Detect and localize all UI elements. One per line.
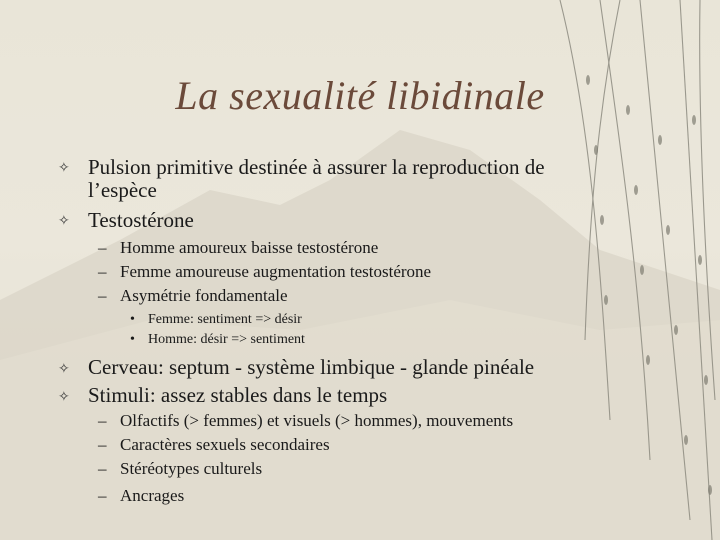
sub-item [98, 238, 378, 258]
sub-item-text: Asymétrie fondamentale [120, 286, 288, 305]
bullet-icon: ✧ [58, 390, 70, 405]
sub-item [98, 411, 513, 431]
bullet-icon: ✧ [58, 161, 70, 176]
dash-icon: – [98, 486, 107, 505]
sub-item-text: Femme amoureuse augmentation testostérone [120, 262, 432, 281]
dash-icon: – [98, 411, 107, 430]
slide-title: La sexualité libidinale [175, 73, 545, 118]
bullet-icon: ✧ [58, 214, 70, 229]
subsub-item-text: Femme: sentiment => désir [148, 312, 302, 327]
dash-icon: – [98, 435, 107, 454]
bullet-text-testosterone: Testostérone [88, 208, 194, 232]
sub-item [98, 262, 431, 282]
dot-icon: • [130, 312, 135, 327]
dash-icon: – [98, 459, 107, 478]
sub-item-text: Ancrages [120, 486, 185, 505]
dash-icon: – [98, 286, 107, 305]
subsub-item [130, 312, 302, 328]
dash-icon: – [98, 238, 107, 257]
bullet-text-stimuli: Stimuli: assez stables dans le temps [88, 383, 388, 407]
sub-item-text: Homme amoureux baisse testostérone [120, 238, 379, 257]
bullet-text-cerveau: Cerveau: septum - système limbique - glande pinéale [88, 355, 535, 379]
sub-item-text: Caractères sexuels secondaires [120, 435, 330, 454]
bullet-text-pulsion-line2: l’espèce [88, 178, 157, 202]
sub-item-text: Olfactifs (> femmes) et visuels (> hommes), mouvements [120, 411, 514, 430]
dash-icon: – [98, 262, 107, 281]
subsub-item [130, 332, 305, 348]
sub-item-text: Stéréotypes culturels [120, 459, 263, 478]
sub-item [98, 286, 288, 306]
sub-item [98, 435, 330, 455]
sub-item [98, 486, 184, 506]
bullet-icon: ✧ [58, 362, 70, 377]
subsub-item-text: Homme: désir => sentiment [148, 332, 305, 347]
bullet-text-pulsion-line1: Pulsion primitive destinée à assurer la reproduction de [88, 155, 545, 179]
dot-icon: • [130, 332, 135, 347]
sub-item [98, 459, 262, 479]
